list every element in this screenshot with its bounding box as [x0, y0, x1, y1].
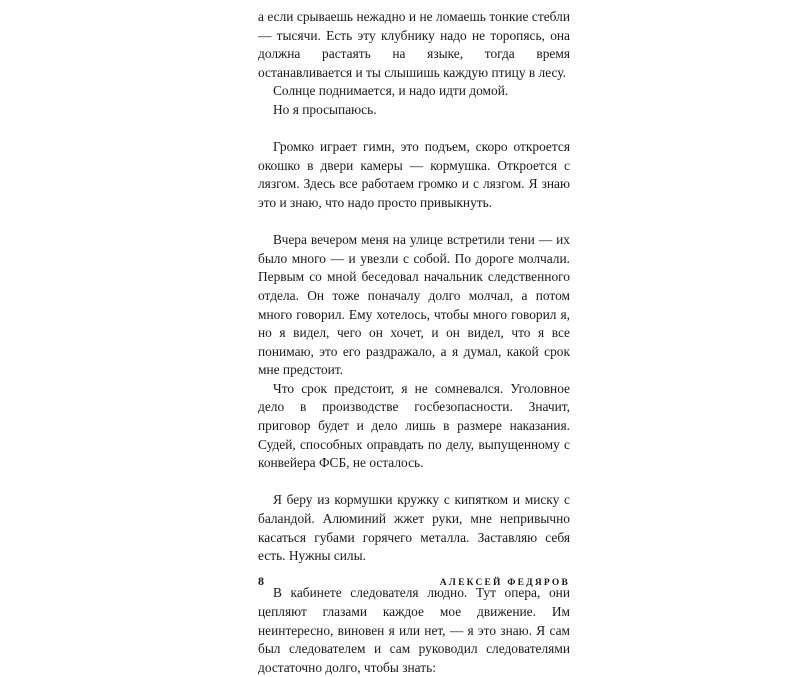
section-gap [258, 120, 570, 139]
paragraph-1: а если срываешь нежадно и не ломаешь тонкие стебли — тысячи. Есть эту клубнику надо не торопясь, она должна растаять на языке, тогда время останавливается и ты слышишь каждую птицу в лесу. [258, 9, 570, 80]
section-gap [258, 213, 570, 232]
paragraph-3: Но я просыпаюсь. [273, 101, 377, 117]
paragraph-2: Солнце поднимается, и надо идти домой. [273, 83, 509, 99]
running-head-author: АЛЕКСЕЙ ФЕДЯРОВ [439, 578, 570, 588]
page-number: 8 [258, 574, 264, 588]
paragraph-7: Я беру из кормушки кружку с кипятком и миску с баландой. Алюминий жжет руки, мне непривычно касаться губами горячего металла. Заставляю себя есть. Нужны силы. [258, 492, 570, 564]
paragraph-5: Вчера вечером меня на улице встретили тени — их было много — и увезли с собой. По дороге молчали. Первым со мной беседовал начальник следственного отдела. Он тоже поначалу долго молчал, а потом много говорил. Ему хотелось, чтобы много говорил я, но я видел, чего он хочет, и он видел, что я все понимаю, это его раздражало, а я думал, какой срок мне предстоит. [258, 232, 570, 378]
paragraph-6: Что срок предстоит, я не сомневался. Уголовное дело в производстве госбезопасности. Значит, приговор будет и дело лишь в размере наказания. Судей, способных оправдать по делу, выпущенному с конвейера ФСБ, не осталось. [258, 380, 570, 471]
paragraph-4: Громко играет гимн, это подъем, скоро откроется окошко в двери камеры — кормушка. Откроется с лязгом. Здесь все работаем громко и с лязгом. Я знаю это и знаю, что надо просто привыкнуть. [258, 139, 570, 210]
page-footer [258, 574, 570, 589]
paragraph-8: В кабинете следователя людно. Тут опера, они цепляют глазами каждое мое движение. Им неинтересно, виновен я или нет, — я это знаю. Я сам был следователем и сам руководил следователями достаточно долго, чтобы знать: [258, 585, 570, 675]
section-gap [258, 473, 570, 492]
